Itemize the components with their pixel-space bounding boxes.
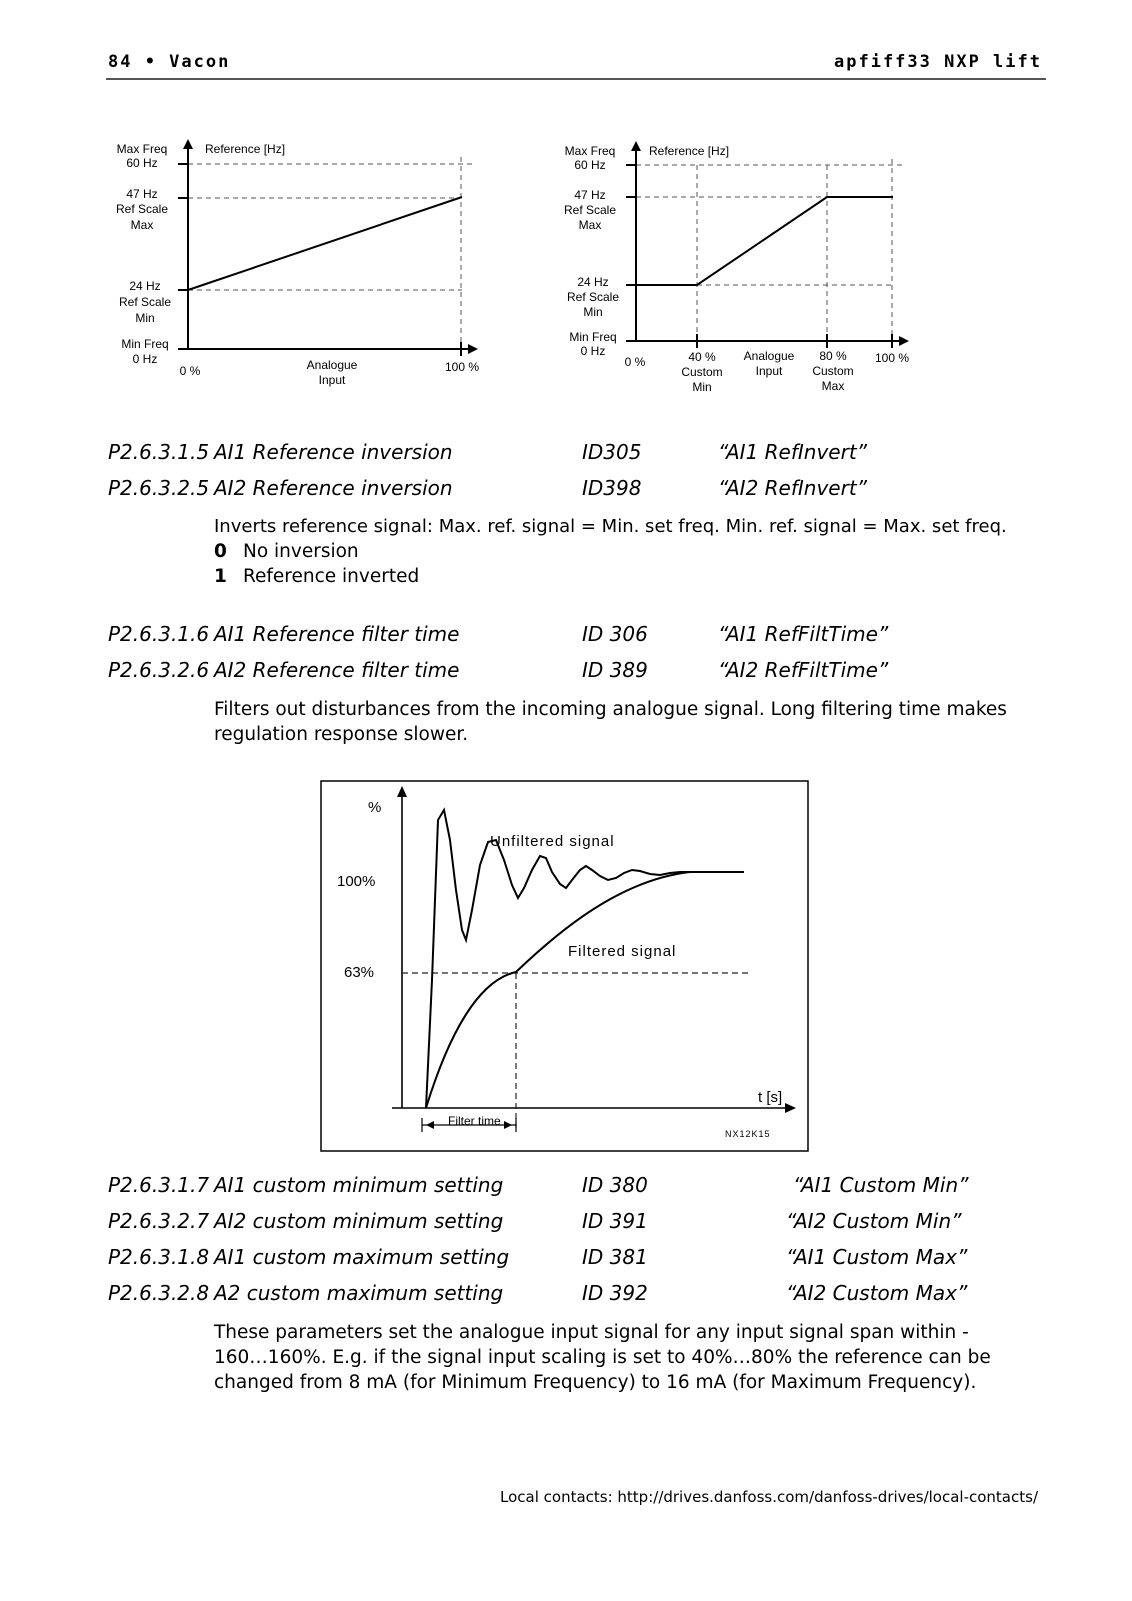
param-code: P2.6.3.2.6 <box>108 658 210 682</box>
c1-y47-line1: 47 Hz <box>126 187 158 201</box>
c2-ymin-line1: Min Freq <box>569 330 617 344</box>
c1-xlabel-line1: Analogue <box>306 358 358 372</box>
c3-y63: 63% <box>344 964 375 981</box>
c2-x80-line1: 80 % <box>819 349 847 363</box>
c2-xlabel-line1: Analogue <box>743 349 795 363</box>
footer-local-contacts: Local contacts: http://drives.danfoss.com/danfoss-drives/local-contacts/ <box>500 1488 1038 1506</box>
c2-y47-line3: Max <box>578 218 602 232</box>
c3-figure-code: NX12K15 <box>725 1129 771 1139</box>
param-short-name: “AI1 Custom Max” <box>786 1245 968 1269</box>
param-id: ID 389 <box>582 658 648 682</box>
c2-y24-line1: 24 Hz <box>577 275 609 289</box>
c2-x40-line1: 40 % <box>688 350 716 364</box>
option-label: Reference inverted <box>243 566 420 587</box>
param-name: AI1 custom minimum setting <box>214 1173 504 1197</box>
c2-ylabel: Reference [Hz] <box>649 144 730 158</box>
c2-reference-line <box>636 197 893 285</box>
param-code: P2.6.3.2.8 <box>108 1281 210 1305</box>
param-code: P2.6.3.1.8 <box>108 1245 210 1269</box>
filter-description-line1: Filters out disturbances from the incoming analogue signal. Long filtering time makes <box>214 699 1007 720</box>
param-id: ID 380 <box>582 1173 648 1197</box>
c1-y47-line2: Ref Scale <box>115 202 169 216</box>
c2-x0: 0 % <box>624 355 646 369</box>
c1-ymax-line1: Max Freq <box>116 142 168 156</box>
c2-y24-line3: Min <box>583 305 603 319</box>
header-rule <box>106 78 1046 80</box>
c3-y100: 100% <box>337 873 376 890</box>
c2-x80-line3: Max <box>821 379 845 393</box>
filter-signal-chart <box>320 780 810 1152</box>
param-name: AI1 Reference inversion <box>214 440 453 464</box>
c1-y24-line3: Min <box>135 311 155 325</box>
param-short-name: “AI1 Custom Min” <box>793 1173 969 1197</box>
reference-scaling-chart-1 <box>100 135 500 400</box>
c2-y47-line2: Ref Scale <box>563 203 617 217</box>
c1-x100: 100 % <box>444 360 480 374</box>
param-short-name: “AI2 Custom Max” <box>786 1281 968 1305</box>
param-short-name: “AI1 RefInvert” <box>718 440 868 464</box>
c2-x40-line2: Custom <box>681 365 723 379</box>
param-id: ID 391 <box>582 1209 648 1233</box>
c3-y-unit: % <box>368 799 382 816</box>
c2-ymin-line2: 0 Hz <box>580 344 606 358</box>
c2-ymax-line2: 60 Hz <box>574 158 606 172</box>
c2-x100: 100 % <box>874 351 910 365</box>
c1-y47-line3: Max <box>130 218 154 232</box>
c3-filtered-label: Filtered signal <box>568 943 677 960</box>
param-name: AI2 custom minimum setting <box>214 1209 504 1233</box>
param-id: ID 392 <box>582 1281 648 1305</box>
param-id: ID305 <box>582 440 642 464</box>
c2-x40-line3: Min <box>692 380 712 394</box>
c2-y47-line1: 47 Hz <box>574 188 606 202</box>
c1-ylabel: Reference [Hz] <box>205 142 286 156</box>
reference-scaling-chart-2 <box>555 135 925 400</box>
custom-range-description-line1: These parameters set the analogue input signal for any input signal span within - <box>214 1322 969 1343</box>
param-short-name: “AI2 Custom Min” <box>786 1209 962 1233</box>
c1-reference-line <box>188 197 462 290</box>
option-number: 0 <box>214 541 227 562</box>
c2-y24-line2: Ref Scale <box>566 290 620 304</box>
c2-xlabel-line2: Input <box>755 364 783 378</box>
c1-x0: 0 % <box>179 364 201 378</box>
c1-ymax-line2: 60 Hz <box>126 156 158 170</box>
option-number: 1 <box>214 566 227 587</box>
c2-ymax-line1: Max Freq <box>564 144 616 158</box>
c1-xlabel-line2: Input <box>318 373 346 387</box>
param-name: AI2 Reference inversion <box>214 476 453 500</box>
param-name: AI1 Reference filter time <box>214 622 460 646</box>
c3-unfiltered-label: Unfiltered signal <box>490 833 615 850</box>
param-short-name: “AI1 RefFiltTime” <box>718 622 889 646</box>
c3-x-unit: t [s] <box>758 1089 783 1106</box>
param-code: P2.6.3.1.7 <box>108 1173 210 1197</box>
c3-filter-time-label: Filter time <box>448 1114 501 1128</box>
param-short-name: “AI2 RefInvert” <box>718 476 868 500</box>
custom-range-description-line2: 160…160%. E.g. if the signal input scaling is set to 40%…80% the reference can be <box>214 1347 991 1368</box>
param-code: P2.6.3.1.6 <box>108 622 210 646</box>
param-name: AI2 Reference filter time <box>214 658 460 682</box>
custom-range-description-line3: changed from 8 mA (for Minimum Frequency) to 16 mA (for Maximum Frequency). <box>214 1372 977 1393</box>
c1-ymin-line1: Min Freq <box>121 337 169 351</box>
param-id: ID 306 <box>582 622 648 646</box>
param-code: P2.6.3.2.7 <box>108 1209 210 1233</box>
param-code: P2.6.3.1.5 <box>108 440 210 464</box>
header-left: 84 • Vacon <box>108 52 231 72</box>
param-name: A2 custom maximum setting <box>214 1281 504 1305</box>
c2-x80-line2: Custom <box>812 364 854 378</box>
param-name: AI1 custom maximum setting <box>214 1245 510 1269</box>
option-label: No inversion <box>243 541 359 562</box>
c1-y24-line1: 24 Hz <box>129 279 161 293</box>
filter-description-line2: regulation response slower. <box>214 724 469 745</box>
param-code: P2.6.3.2.5 <box>108 476 210 500</box>
header-right: apfiff33 NXP lift <box>834 52 1042 72</box>
c1-y24-line2: Ref Scale <box>118 295 172 309</box>
param-id: ID398 <box>582 476 642 500</box>
inversion-description: Inverts reference signal: Max. ref. signal = Min. set freq. Min. ref. signal = Max. set freq. <box>214 516 1007 537</box>
param-id: ID 381 <box>582 1245 648 1269</box>
c1-ymin-line2: 0 Hz <box>132 352 158 366</box>
param-short-name: “AI2 RefFiltTime” <box>718 658 889 682</box>
